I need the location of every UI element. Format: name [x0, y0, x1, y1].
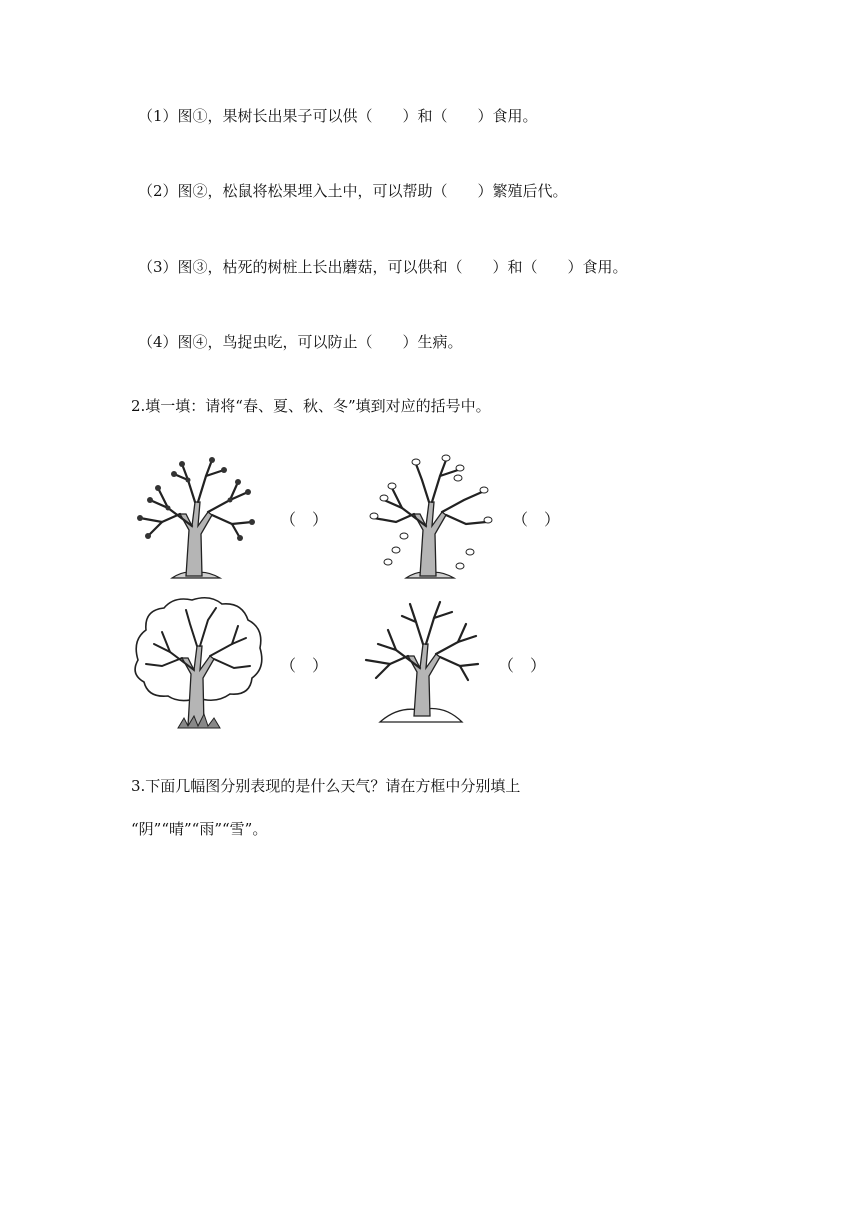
section-3-heading-cont: “阴”“晴”“雨”“雪”。 — [131, 820, 268, 838]
section-3-heading: 3.下面几幅图分别表现的是什么天气？请在方框中分别填上 — [131, 777, 521, 795]
season-blank-3[interactable]: （ ） — [280, 656, 329, 675]
question-2-text: （2）图②，松鼠将松果埋入土中，可以帮助（ ）繁殖后代。 — [138, 182, 568, 200]
question-1-text: （1）图①，果树长出果子可以供（ ）和（ ）食用。 — [138, 107, 538, 125]
season-blank-2[interactable]: （ ） — [512, 510, 561, 529]
season-blank-4[interactable]: （ ） — [498, 656, 547, 675]
section-2-heading: 2.填一填：请将“春、夏、秋、冬”填到对应的括号中。 — [131, 397, 491, 415]
leaf-falling-tree-icon — [360, 452, 494, 582]
full-canopy-tree-icon — [128, 594, 266, 732]
bare-snow-tree-icon — [358, 598, 484, 726]
season-blank-1[interactable]: （ ） — [280, 510, 329, 529]
budding-tree-icon — [128, 452, 260, 582]
question-3-text: （3）图③，枯死的树桩上长出蘑菇，可以供和（ ）和（ ）食用。 — [138, 258, 628, 276]
question-4-text: （4）图④，鸟捉虫吃，可以防止（ ）生病。 — [138, 333, 463, 351]
